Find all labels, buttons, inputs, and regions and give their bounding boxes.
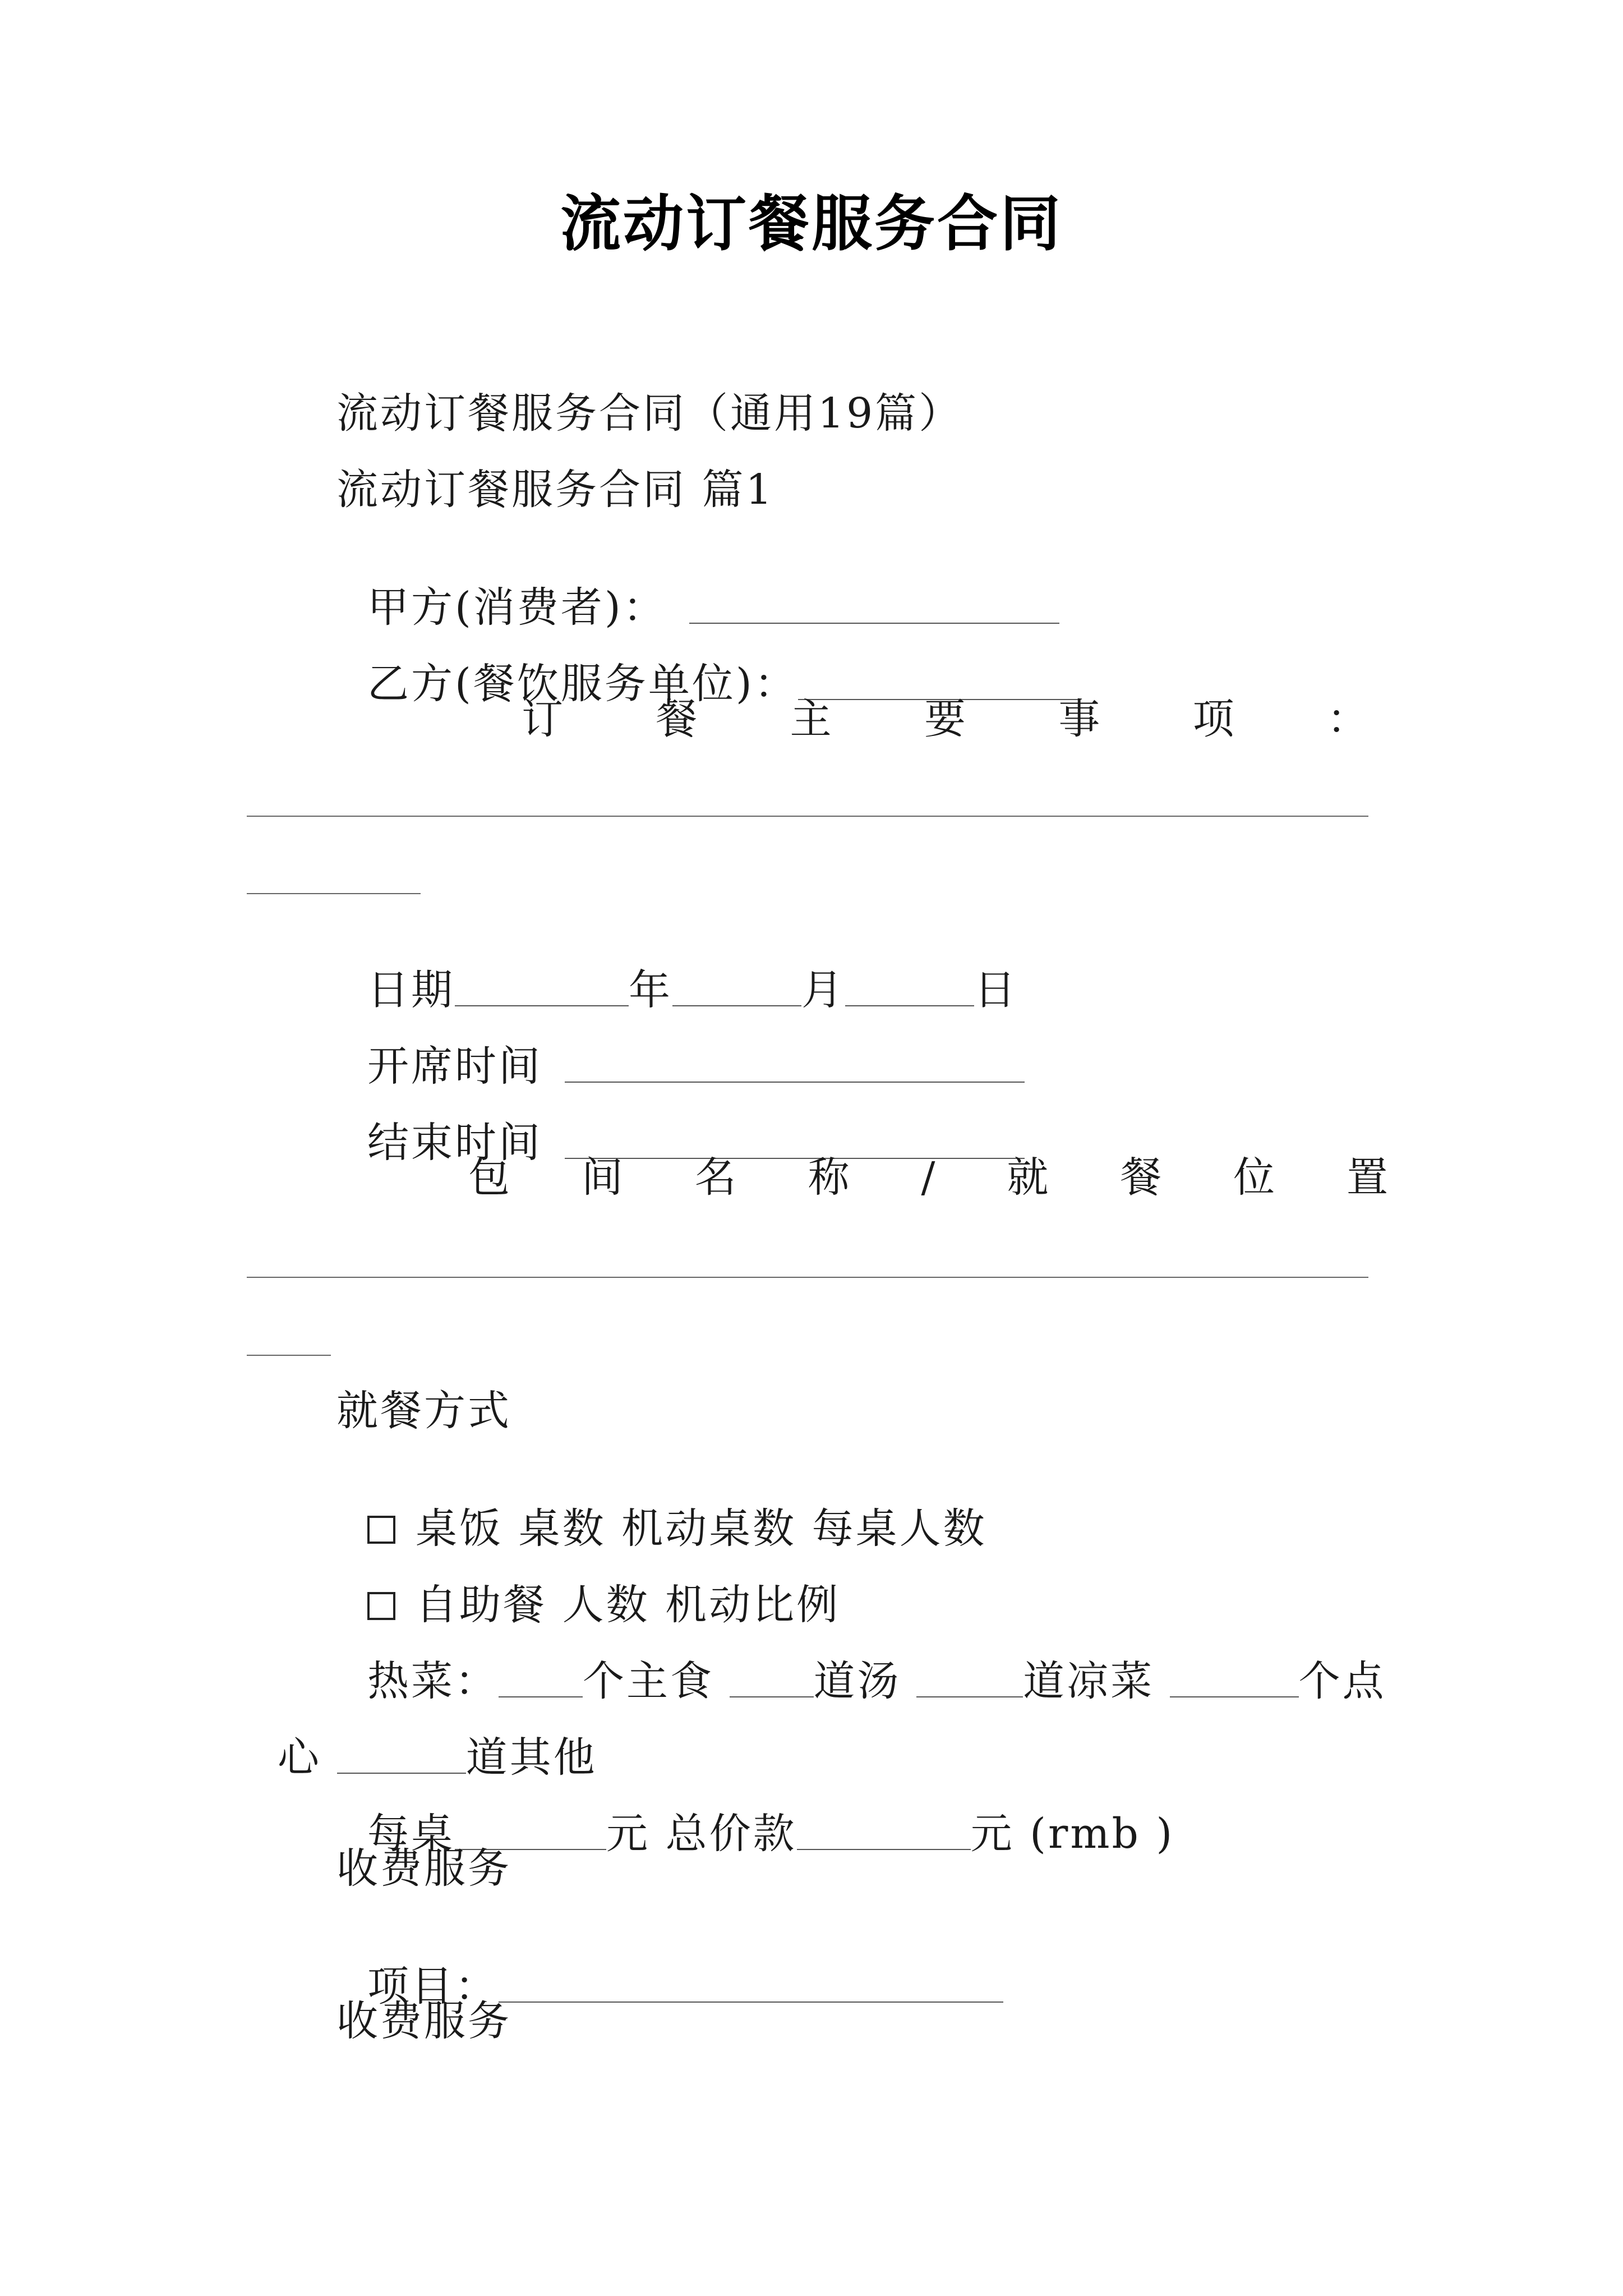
dessert-label-part1: 个点 bbox=[1298, 1657, 1386, 1705]
room-char: 就 bbox=[1007, 1153, 1049, 1202]
party-a-label: 甲方(消费者)： bbox=[367, 583, 667, 632]
date-line bbox=[336, 928, 1018, 1014]
main-items-char: 要 bbox=[924, 695, 966, 743]
staple-label: 个主食 bbox=[583, 1657, 730, 1705]
main-items-char: 项 bbox=[1192, 695, 1234, 743]
soup-label: 道汤 bbox=[813, 1657, 917, 1705]
option-buffet-line bbox=[336, 1543, 841, 1629]
per-table-label: 每桌 bbox=[367, 1810, 455, 1858]
room-char: 称 bbox=[808, 1153, 850, 1202]
main-items-char: 事 bbox=[1058, 695, 1100, 743]
staple-blank bbox=[730, 1696, 814, 1697]
article-heading: 流动订餐服务合同 篇1 bbox=[336, 466, 774, 514]
year-label: 年 bbox=[629, 966, 673, 1014]
start-time-label: 开席时间 bbox=[367, 1042, 543, 1091]
main-items-char: ： bbox=[1326, 695, 1368, 743]
hot-dishes-line-cont bbox=[247, 1695, 597, 1782]
table-meal-checkbox[interactable] bbox=[367, 1516, 395, 1544]
date-label: 日期 bbox=[367, 966, 455, 1014]
party-b-line bbox=[336, 622, 1078, 708]
party-b-label: 乙方(餐饮服务单位)： bbox=[367, 660, 798, 708]
hot-dishes-label: 热菜： bbox=[367, 1657, 499, 1705]
room-char: 名 bbox=[694, 1153, 736, 1202]
main-items-char: 订 bbox=[522, 695, 563, 743]
room-name-blank-line bbox=[247, 1277, 1368, 1278]
price-line bbox=[336, 1772, 1175, 1858]
main-items-char: 餐 bbox=[656, 695, 698, 743]
other-label: 道其他 bbox=[465, 1733, 597, 1782]
buffet-checkbox[interactable] bbox=[367, 1592, 395, 1620]
fee-service-label-2: 收费服务 bbox=[336, 1997, 511, 2045]
day-label: 日 bbox=[974, 966, 1018, 1014]
option-table-text: 桌饭 桌数 机动桌数 每桌人数 bbox=[416, 1504, 987, 1553]
month-label: 月 bbox=[801, 966, 846, 1014]
end-time-label: 结束时间 bbox=[367, 1119, 543, 1167]
room-char: / bbox=[921, 1153, 935, 1202]
room-char: 置 bbox=[1346, 1153, 1388, 1202]
cold-dish-label: 道凉菜 bbox=[1023, 1657, 1170, 1705]
room-name-heading bbox=[468, 1153, 1388, 1202]
soup-blank bbox=[916, 1696, 1023, 1697]
room-char: 餐 bbox=[1120, 1153, 1162, 1202]
cold-dish-blank bbox=[1170, 1696, 1299, 1697]
hot-dishes-line bbox=[336, 1619, 1386, 1705]
dining-method-label: 就餐方式 bbox=[336, 1387, 511, 1435]
item-blank bbox=[499, 2001, 1003, 2003]
main-items-char: 主 bbox=[790, 695, 832, 743]
option-buffet-text: 自助餐 人数 机动比例 bbox=[416, 1581, 841, 1629]
end-time-line bbox=[336, 1080, 1025, 1167]
room-char: 间 bbox=[581, 1153, 623, 1202]
total-price-blank bbox=[797, 1849, 971, 1850]
main-items-heading bbox=[522, 695, 1368, 743]
party-a-line bbox=[336, 545, 1059, 632]
total-price-label: 元 总价款 bbox=[606, 1810, 797, 1858]
option-table-line bbox=[336, 1466, 987, 1553]
room-name-blank-line-end bbox=[247, 1355, 331, 1356]
room-char: 位 bbox=[1233, 1153, 1275, 1202]
rmb-label: 元 (rmb ) bbox=[970, 1810, 1175, 1858]
dessert-label-part2: 心 bbox=[278, 1733, 337, 1782]
room-char: 包 bbox=[468, 1153, 510, 1202]
document-title: 流动订餐服务合同 bbox=[560, 188, 1063, 259]
item-line bbox=[336, 1924, 1003, 2010]
item-label: 项目： bbox=[367, 1962, 499, 2010]
contract-subtitle: 流动订餐服务合同（通用19篇） bbox=[336, 389, 963, 438]
fee-service-label: 收费服务 bbox=[336, 1844, 511, 1893]
main-items-blank-line bbox=[247, 816, 1368, 817]
start-time-line bbox=[336, 1004, 1025, 1091]
main-items-blank-line-end bbox=[247, 893, 421, 894]
